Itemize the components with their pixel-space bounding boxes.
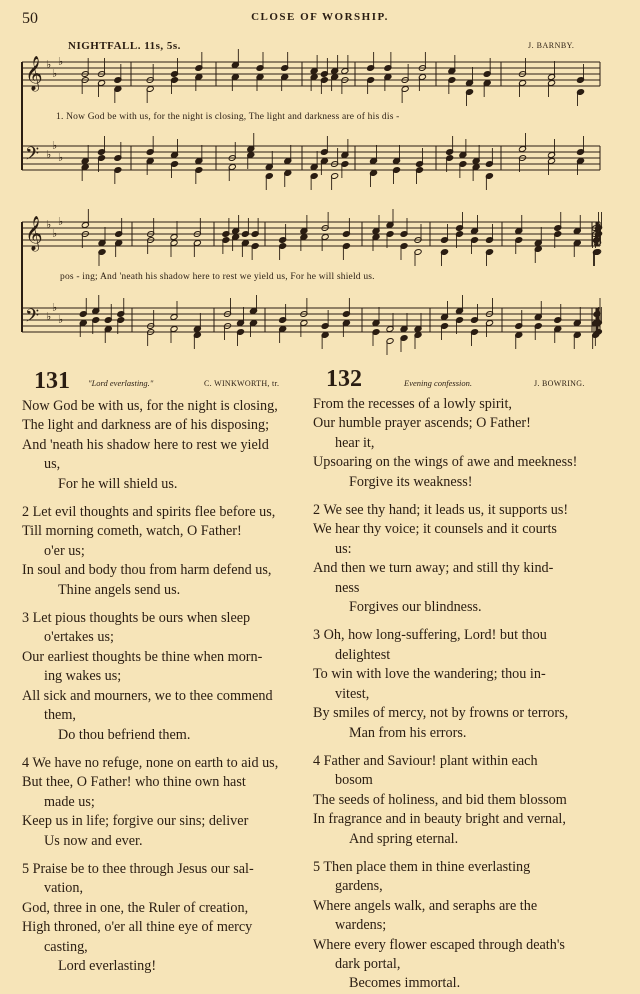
hymn-131-source: "Lord everlasting." — [88, 378, 154, 388]
verse-line: 3 Oh, how long-suffering, Lord! but thou — [313, 627, 547, 644]
running-head: CLOSE OF WORSHIP. — [251, 11, 389, 23]
treble-clef: 𝄞 — [25, 216, 43, 251]
verse-line: Lord everlasting! — [58, 957, 157, 974]
verse-line: vation, — [44, 880, 84, 897]
treble-clef: 𝄞 — [25, 56, 43, 91]
verse-line: 4 We have no refuge, none on earth to aid us, — [22, 754, 279, 771]
verse-line: vitest, — [335, 685, 370, 702]
verse-line: And spring eternal. — [349, 830, 459, 847]
music-score — [0, 0, 640, 360]
flat-sign: ♭ — [46, 218, 52, 231]
verse-line: 3 Let pious thoughts be ours when sleep — [22, 610, 251, 627]
verse-line: ness — [335, 579, 360, 596]
hymn-132-source: Evening confession. — [404, 378, 472, 388]
tune-composer: J. BARNBY. — [528, 41, 575, 50]
verse-line: Becomes immortal. — [349, 975, 461, 992]
verse-line: High throned, o'er all thine eye of mercy — [22, 919, 253, 936]
verse-line: 2 Let evil thoughts and spirits flee before us, — [22, 504, 276, 521]
verse-line: Our humble prayer ascends; O Father! — [313, 415, 531, 432]
verse-line: made us; — [44, 793, 95, 810]
verse-line: o'er us; — [44, 542, 85, 559]
verse-line: For he will shield us. — [58, 475, 178, 492]
verse-line: Us now and ever. — [44, 832, 143, 849]
verse-line: 5 Praise be to thee through Jesus our sal- — [22, 860, 254, 877]
flat-sign: ♭ — [52, 67, 58, 80]
verse-line: All sick and mourners, we to thee commend — [22, 687, 273, 704]
hymn-131-translator: C. WINKWORTH, tr. — [204, 379, 280, 388]
verse-line: Keep us in life; forgive our sins; deliver — [22, 813, 249, 830]
music-lyrics-system-2: pos - ing; And 'neath his shadow here to rest we yield us, For he will shield us. — [60, 272, 375, 282]
verse-line: casting, — [44, 938, 88, 955]
verse-line: From the recesses of a lowly spirit, — [313, 396, 512, 412]
verse-line: 4 Father and Saviour! plant within each — [313, 752, 538, 769]
verse-line: us, — [44, 456, 61, 473]
hymn-131-number: 131 — [34, 368, 70, 394]
flat-sign: ♭ — [52, 139, 58, 152]
flat-sign: ♭ — [58, 313, 64, 326]
verse-line: Till morning cometh, watch, O Father! — [22, 523, 242, 540]
verse-line: Upsoaring on the wings of awe and meekness! — [313, 454, 578, 471]
tune-name: NIGHTFALL. 11s, 5s. — [68, 40, 181, 52]
hymn-132-number: 132 — [326, 366, 362, 392]
verse-line: And 'neath his shadow here to rest we yield — [22, 436, 269, 453]
verse-line: In soul and body thou from harm defend us, — [22, 562, 272, 579]
verse-line: ing wakes us; — [44, 668, 122, 685]
verse-line: delightest — [335, 646, 391, 663]
verse-line: But thee, O Father! who thine own hast — [22, 774, 246, 791]
verse-line: And then we turn away; and still thy kind- — [313, 560, 554, 577]
verse-line: them, — [44, 707, 76, 724]
stanza-gap — [22, 600, 310, 609]
stanza-gap — [313, 743, 635, 752]
bass-clef: 𝄢 — [25, 306, 40, 331]
hymn-131-text — [22, 397, 310, 976]
stanza-gap — [22, 745, 310, 754]
verse-line: hear it, — [335, 434, 375, 451]
verse-line: Where every flower escaped through death's — [313, 936, 565, 953]
verse-line: 2 We see thy hand; it leads us, it supports us! — [313, 502, 569, 519]
verse-line: Now God be with us, for the night is closing, — [22, 398, 278, 414]
stanza-gap — [313, 492, 635, 501]
stanza-gap — [313, 849, 635, 858]
flat-sign: ♭ — [46, 58, 52, 71]
music-lyrics-system-1: 1. Now God be with us, for the night is closing, The light and darkness are of his dis - — [56, 112, 400, 122]
verse-line: dark portal, — [335, 955, 401, 972]
hymn-132-text — [313, 395, 635, 994]
verse-line: Man from his errors. — [349, 724, 467, 741]
verse-line: By smiles of mercy, not by frowns or terrors, — [313, 705, 569, 722]
verse-line: Where angels walk, and seraphs are the — [313, 897, 538, 914]
verse-line: bosom — [335, 772, 373, 789]
verse-line: o'ertakes us; — [44, 629, 114, 646]
stanza-gap — [22, 851, 310, 860]
verse-line: Forgive its weakness! — [349, 473, 473, 490]
verse-line: In fragrance and in beauty bright and vernal, — [313, 811, 566, 828]
verse-line: us: — [335, 540, 352, 557]
flat-sign: ♭ — [52, 227, 58, 240]
bass-clef: 𝄢 — [25, 144, 40, 169]
page-number: 50 — [22, 10, 38, 27]
verse-line: The light and darkness are of his disposing; — [22, 417, 270, 434]
verse-line: gardens, — [335, 878, 383, 895]
verse-line: Forgives our blindness. — [349, 599, 482, 616]
verse-line: Do thou befriend them. — [58, 726, 191, 743]
flat-sign: ♭ — [58, 55, 64, 68]
verse-line: God, three in one, the Ruler of creation, — [22, 899, 249, 916]
flat-sign: ♭ — [52, 301, 58, 314]
stanza-gap — [313, 617, 635, 626]
verse-line: wardens; — [335, 917, 387, 934]
stanza-gap — [22, 494, 310, 503]
flat-sign: ♭ — [58, 151, 64, 164]
verse-line: The seeds of holiness, and bid them blossom — [313, 791, 567, 808]
verse-line: To win with love the wandering; thou in- — [313, 666, 546, 683]
verse-line: 5 Then place them in thine everlasting — [313, 858, 531, 875]
flat-sign: ♭ — [46, 310, 52, 323]
verse-line: Our earliest thoughts be thine when morn- — [22, 648, 263, 665]
flat-sign: ♭ — [58, 215, 64, 228]
hymn-132-author: J. BOWRING. — [534, 379, 585, 388]
verse-line: Thine angels send us. — [58, 581, 181, 598]
flat-sign: ♭ — [46, 148, 52, 161]
verse-line: We hear thy voice; it counsels and it courts — [313, 521, 557, 538]
